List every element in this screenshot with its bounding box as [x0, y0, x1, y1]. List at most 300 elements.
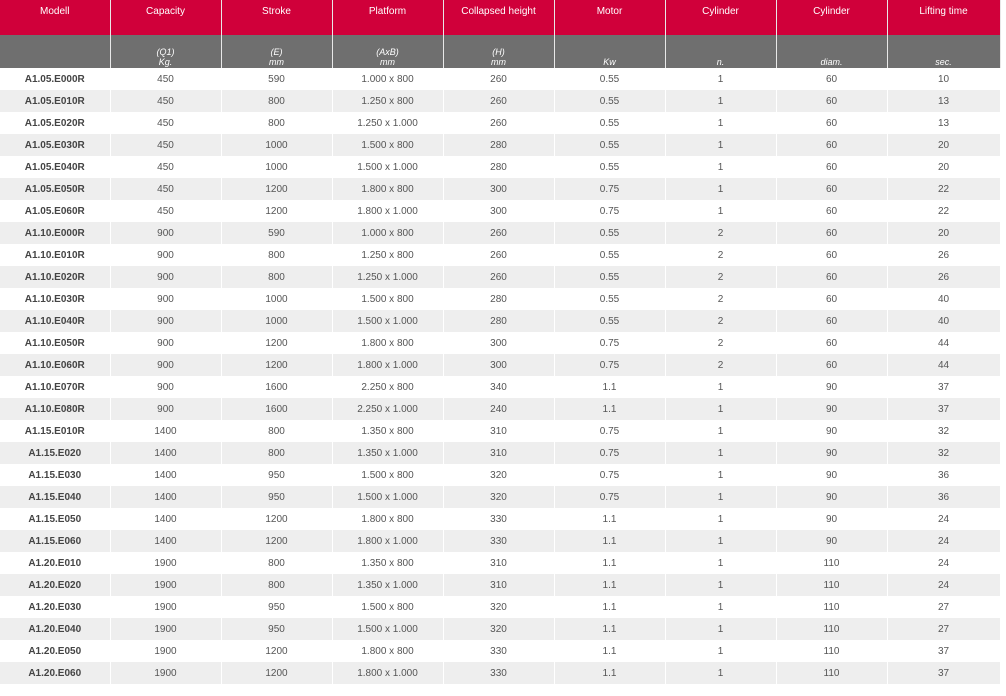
cell-capacity: 450	[110, 156, 221, 178]
column-label: Collapsed height	[461, 6, 536, 17]
cell-stroke: 800	[221, 112, 332, 134]
cell-capacity: 1900	[110, 552, 221, 574]
table-row	[0, 354, 1000, 376]
cell-cylinder-diameter: 60	[776, 134, 887, 156]
cell-cylinder-diameter: 60	[776, 332, 887, 354]
cell-cylinder-count: 1	[665, 178, 776, 200]
cell-cylinder-diameter: 60	[776, 156, 887, 178]
cell-motor: 0.75	[554, 420, 665, 442]
column-header	[0, 0, 110, 35]
cell-stroke: 1200	[221, 640, 332, 662]
cell-model: A1.15.E010R	[0, 420, 110, 442]
cell-lifting-time: 20	[887, 156, 1000, 178]
cell-lifting-time: 22	[887, 178, 1000, 200]
cell-stroke: 800	[221, 442, 332, 464]
cell-collapsed-height: 320	[443, 596, 554, 618]
header-units-row	[0, 57, 1000, 68]
table-row	[0, 68, 1000, 90]
cell-lifting-time: 40	[887, 288, 1000, 310]
cell-collapsed-height: 310	[443, 552, 554, 574]
cell-lifting-time: 13	[887, 90, 1000, 112]
column-header	[332, 0, 443, 35]
cell-platform: 1.500 x 1.000	[332, 156, 443, 178]
cell-model: A1.10.E040R	[0, 310, 110, 332]
cell-capacity: 450	[110, 112, 221, 134]
column-symbol: (H)	[443, 35, 554, 57]
cell-motor: 1.1	[554, 662, 665, 684]
cell-capacity: 1900	[110, 640, 221, 662]
cell-collapsed-height: 330	[443, 530, 554, 552]
cell-platform: 1.350 x 1.000	[332, 574, 443, 596]
header-labels-row	[0, 0, 1000, 35]
column-symbol: (Q1)	[110, 35, 221, 57]
cell-cylinder-diameter: 110	[776, 618, 887, 640]
cell-platform: 1.800 x 1.000	[332, 662, 443, 684]
cell-lifting-time: 32	[887, 442, 1000, 464]
table-row	[0, 376, 1000, 398]
cell-capacity: 900	[110, 222, 221, 244]
cell-motor: 0.75	[554, 200, 665, 222]
table-row	[0, 310, 1000, 332]
cell-lifting-time: 36	[887, 464, 1000, 486]
cell-cylinder-diameter: 60	[776, 354, 887, 376]
cell-capacity: 1400	[110, 530, 221, 552]
column-unit: sec.	[887, 57, 1000, 68]
cell-capacity: 1400	[110, 442, 221, 464]
cell-lifting-time: 26	[887, 266, 1000, 288]
cell-platform: 1.500 x 1.000	[332, 618, 443, 640]
cell-cylinder-diameter: 60	[776, 68, 887, 90]
cell-platform: 1.000 x 800	[332, 68, 443, 90]
cell-capacity: 900	[110, 332, 221, 354]
cell-model: A1.05.E010R	[0, 90, 110, 112]
cell-capacity: 1900	[110, 596, 221, 618]
cell-capacity: 900	[110, 288, 221, 310]
cell-capacity: 1900	[110, 662, 221, 684]
cell-cylinder-count: 1	[665, 420, 776, 442]
cell-cylinder-diameter: 60	[776, 266, 887, 288]
cell-stroke: 800	[221, 90, 332, 112]
column-symbol: (AxB)	[332, 35, 443, 57]
cell-stroke: 950	[221, 486, 332, 508]
column-label: Platform	[368, 6, 407, 17]
cell-platform: 1.500 x 1.000	[332, 310, 443, 332]
cell-capacity: 1400	[110, 464, 221, 486]
cell-stroke: 1600	[221, 398, 332, 420]
cell-cylinder-count: 1	[665, 574, 776, 596]
cell-collapsed-height: 260	[443, 112, 554, 134]
cell-stroke: 1000	[221, 134, 332, 156]
cell-collapsed-height: 310	[443, 574, 554, 596]
cell-lifting-time: 37	[887, 640, 1000, 662]
cell-collapsed-height: 330	[443, 640, 554, 662]
table-row	[0, 618, 1000, 640]
column-symbol	[776, 35, 887, 57]
cell-stroke: 1200	[221, 508, 332, 530]
table-row	[0, 134, 1000, 156]
cell-cylinder-count: 1	[665, 398, 776, 420]
cell-cylinder-diameter: 90	[776, 508, 887, 530]
cell-collapsed-height: 260	[443, 68, 554, 90]
column-unit: mm	[221, 57, 332, 68]
cell-cylinder-diameter: 60	[776, 288, 887, 310]
cell-collapsed-height: 300	[443, 332, 554, 354]
column-header	[554, 0, 665, 35]
cell-capacity: 1900	[110, 574, 221, 596]
cell-model: A1.15.E050	[0, 508, 110, 530]
column-unit: n.	[665, 57, 776, 68]
cell-motor: 0.55	[554, 222, 665, 244]
column-header	[665, 0, 776, 35]
cell-cylinder-diameter: 60	[776, 90, 887, 112]
cell-cylinder-count: 2	[665, 354, 776, 376]
cell-stroke: 800	[221, 420, 332, 442]
column-unit: mm	[332, 57, 443, 68]
cell-model: A1.10.E050R	[0, 332, 110, 354]
cell-capacity: 900	[110, 398, 221, 420]
column-symbol: (E)	[221, 35, 332, 57]
cell-collapsed-height: 320	[443, 464, 554, 486]
cell-model: A1.15.E040	[0, 486, 110, 508]
cell-model: A1.20.E040	[0, 618, 110, 640]
cell-collapsed-height: 330	[443, 508, 554, 530]
cell-motor: 0.55	[554, 90, 665, 112]
cell-lifting-time: 44	[887, 354, 1000, 376]
cell-lifting-time: 22	[887, 200, 1000, 222]
cell-capacity: 450	[110, 134, 221, 156]
cell-collapsed-height: 310	[443, 420, 554, 442]
cell-motor: 1.1	[554, 574, 665, 596]
table-row	[0, 244, 1000, 266]
cell-platform: 1.500 x 800	[332, 134, 443, 156]
table-row	[0, 530, 1000, 552]
cell-motor: 1.1	[554, 618, 665, 640]
cell-motor: 0.55	[554, 288, 665, 310]
cell-collapsed-height: 300	[443, 200, 554, 222]
cell-cylinder-count: 1	[665, 596, 776, 618]
cell-cylinder-diameter: 60	[776, 222, 887, 244]
cell-capacity: 450	[110, 90, 221, 112]
cell-cylinder-diameter: 60	[776, 244, 887, 266]
cell-motor: 0.75	[554, 442, 665, 464]
column-label: Capacity	[146, 6, 185, 17]
column-symbol	[887, 35, 1000, 57]
cell-platform: 1.800 x 800	[332, 508, 443, 530]
cell-stroke: 800	[221, 574, 332, 596]
cell-motor: 0.55	[554, 68, 665, 90]
table-row	[0, 200, 1000, 222]
cell-model: A1.05.E040R	[0, 156, 110, 178]
cell-lifting-time: 37	[887, 662, 1000, 684]
cell-motor: 0.55	[554, 134, 665, 156]
cell-model: A1.05.E060R	[0, 200, 110, 222]
cell-stroke: 950	[221, 596, 332, 618]
cell-collapsed-height: 280	[443, 310, 554, 332]
cell-collapsed-height: 260	[443, 244, 554, 266]
cell-collapsed-height: 260	[443, 222, 554, 244]
cell-stroke: 950	[221, 618, 332, 640]
column-label: Lifting time	[919, 6, 968, 17]
cell-capacity: 450	[110, 68, 221, 90]
cell-lifting-time: 24	[887, 508, 1000, 530]
cell-cylinder-diameter: 90	[776, 464, 887, 486]
column-label: Modell	[40, 6, 70, 17]
cell-platform: 1.500 x 1.000	[332, 486, 443, 508]
column-label: Cylinder	[813, 6, 850, 17]
cell-stroke: 1200	[221, 530, 332, 552]
cell-cylinder-diameter: 90	[776, 486, 887, 508]
cell-model: A1.20.E060	[0, 662, 110, 684]
cell-cylinder-count: 1	[665, 464, 776, 486]
cell-model: A1.05.E000R	[0, 68, 110, 90]
cell-stroke: 1200	[221, 178, 332, 200]
column-header	[887, 0, 1000, 35]
cell-cylinder-count: 1	[665, 156, 776, 178]
cell-platform: 1.000 x 800	[332, 222, 443, 244]
cell-stroke: 800	[221, 244, 332, 266]
cell-stroke: 1600	[221, 376, 332, 398]
cell-platform: 1.250 x 800	[332, 90, 443, 112]
cell-lifting-time: 40	[887, 310, 1000, 332]
cell-cylinder-count: 1	[665, 200, 776, 222]
table-row	[0, 574, 1000, 596]
column-unit: diam.	[776, 57, 887, 68]
cell-capacity: 900	[110, 354, 221, 376]
cell-capacity: 900	[110, 266, 221, 288]
table-row	[0, 288, 1000, 310]
table-row	[0, 112, 1000, 134]
column-header	[221, 0, 332, 35]
cell-collapsed-height: 300	[443, 354, 554, 376]
cell-cylinder-count: 1	[665, 530, 776, 552]
cell-model: A1.05.E020R	[0, 112, 110, 134]
column-label: Cylinder	[702, 6, 739, 17]
cell-cylinder-diameter: 60	[776, 178, 887, 200]
cell-platform: 1.800 x 1.000	[332, 530, 443, 552]
table-row	[0, 662, 1000, 684]
cell-cylinder-count: 2	[665, 332, 776, 354]
column-symbol	[0, 35, 110, 57]
cell-platform: 1.250 x 800	[332, 244, 443, 266]
cell-model: A1.10.E000R	[0, 222, 110, 244]
cell-lifting-time: 32	[887, 420, 1000, 442]
cell-collapsed-height: 260	[443, 90, 554, 112]
cell-stroke: 590	[221, 68, 332, 90]
table-row	[0, 486, 1000, 508]
cell-platform: 1.250 x 1.000	[332, 112, 443, 134]
cell-model: A1.20.E010	[0, 552, 110, 574]
cell-model: A1.15.E060	[0, 530, 110, 552]
cell-lifting-time: 24	[887, 530, 1000, 552]
cell-motor: 1.1	[554, 398, 665, 420]
cell-model: A1.10.E030R	[0, 288, 110, 310]
cell-cylinder-diameter: 60	[776, 200, 887, 222]
cell-cylinder-diameter: 90	[776, 398, 887, 420]
cell-lifting-time: 10	[887, 68, 1000, 90]
cell-lifting-time: 37	[887, 398, 1000, 420]
cell-cylinder-count: 1	[665, 486, 776, 508]
cell-stroke: 800	[221, 552, 332, 574]
cell-lifting-time: 24	[887, 552, 1000, 574]
cell-cylinder-count: 2	[665, 266, 776, 288]
cell-capacity: 900	[110, 244, 221, 266]
cell-cylinder-diameter: 90	[776, 530, 887, 552]
cell-motor: 1.1	[554, 530, 665, 552]
cell-lifting-time: 26	[887, 244, 1000, 266]
cell-collapsed-height: 320	[443, 486, 554, 508]
cell-cylinder-count: 2	[665, 310, 776, 332]
column-unit: mm	[443, 57, 554, 68]
table-row	[0, 552, 1000, 574]
cell-platform: 1.500 x 800	[332, 596, 443, 618]
table-row	[0, 90, 1000, 112]
cell-collapsed-height: 300	[443, 178, 554, 200]
cell-capacity: 900	[110, 310, 221, 332]
cell-collapsed-height: 330	[443, 662, 554, 684]
cell-motor: 1.1	[554, 640, 665, 662]
cell-cylinder-count: 1	[665, 640, 776, 662]
cell-capacity: 1900	[110, 618, 221, 640]
cell-motor: 0.55	[554, 112, 665, 134]
cell-lifting-time: 20	[887, 222, 1000, 244]
cell-model: A1.10.E080R	[0, 398, 110, 420]
cell-motor: 1.1	[554, 552, 665, 574]
cell-model: A1.15.E030	[0, 464, 110, 486]
cell-cylinder-count: 1	[665, 662, 776, 684]
table-row	[0, 222, 1000, 244]
cell-platform: 1.800 x 800	[332, 640, 443, 662]
cell-collapsed-height: 280	[443, 288, 554, 310]
cell-cylinder-count: 1	[665, 618, 776, 640]
table-row	[0, 420, 1000, 442]
cell-model: A1.10.E020R	[0, 266, 110, 288]
cell-cylinder-diameter: 110	[776, 552, 887, 574]
cell-stroke: 1200	[221, 354, 332, 376]
cell-cylinder-diameter: 110	[776, 574, 887, 596]
cell-lifting-time: 36	[887, 486, 1000, 508]
cell-cylinder-diameter: 110	[776, 596, 887, 618]
table-row	[0, 178, 1000, 200]
cell-model: A1.15.E020	[0, 442, 110, 464]
cell-model: A1.10.E070R	[0, 376, 110, 398]
cell-collapsed-height: 260	[443, 266, 554, 288]
cell-collapsed-height: 280	[443, 156, 554, 178]
cell-motor: 0.75	[554, 332, 665, 354]
table-body	[0, 68, 1000, 684]
table-header	[0, 0, 1000, 68]
column-unit: Kg.	[110, 57, 221, 68]
cell-model: A1.20.E050	[0, 640, 110, 662]
column-header	[110, 0, 221, 35]
cell-stroke: 1200	[221, 200, 332, 222]
column-unit: Kw	[554, 57, 665, 68]
cell-lifting-time: 27	[887, 596, 1000, 618]
table-row	[0, 332, 1000, 354]
cell-platform: 1.250 x 1.000	[332, 266, 443, 288]
cell-platform: 1.800 x 1.000	[332, 200, 443, 222]
cell-cylinder-diameter: 110	[776, 662, 887, 684]
cell-motor: 0.55	[554, 244, 665, 266]
table-row	[0, 398, 1000, 420]
cell-model: A1.10.E060R	[0, 354, 110, 376]
cell-motor: 0.75	[554, 486, 665, 508]
table-row	[0, 508, 1000, 530]
cell-cylinder-diameter: 60	[776, 310, 887, 332]
cell-capacity: 1400	[110, 508, 221, 530]
cell-model: A1.20.E020	[0, 574, 110, 596]
column-label: Stroke	[262, 6, 291, 17]
table-row	[0, 442, 1000, 464]
cell-stroke: 950	[221, 464, 332, 486]
cell-cylinder-count: 1	[665, 442, 776, 464]
column-header	[443, 0, 554, 35]
cell-motor: 0.75	[554, 464, 665, 486]
column-label: Motor	[596, 6, 623, 17]
cell-cylinder-count: 2	[665, 222, 776, 244]
cell-collapsed-height: 280	[443, 134, 554, 156]
cell-cylinder-count: 1	[665, 68, 776, 90]
cell-platform: 1.500 x 800	[332, 288, 443, 310]
cell-cylinder-diameter: 90	[776, 420, 887, 442]
cell-motor: 0.55	[554, 310, 665, 332]
cell-platform: 1.350 x 800	[332, 420, 443, 442]
cell-motor: 1.1	[554, 596, 665, 618]
cell-collapsed-height: 340	[443, 376, 554, 398]
cell-platform: 1.500 x 800	[332, 464, 443, 486]
cell-capacity: 1400	[110, 420, 221, 442]
cell-stroke: 1000	[221, 288, 332, 310]
cell-stroke: 1200	[221, 662, 332, 684]
cell-model: A1.05.E050R	[0, 178, 110, 200]
cell-stroke: 1000	[221, 310, 332, 332]
cell-motor: 1.1	[554, 508, 665, 530]
cell-cylinder-count: 1	[665, 376, 776, 398]
cell-model: A1.10.E010R	[0, 244, 110, 266]
column-symbol	[665, 35, 776, 57]
cell-platform: 1.800 x 1.000	[332, 354, 443, 376]
table-row	[0, 596, 1000, 618]
cell-stroke: 800	[221, 266, 332, 288]
cell-cylinder-count: 2	[665, 288, 776, 310]
cell-platform: 1.350 x 800	[332, 552, 443, 574]
table-row	[0, 640, 1000, 662]
cell-motor: 0.75	[554, 178, 665, 200]
cell-stroke: 590	[221, 222, 332, 244]
column-symbol	[554, 35, 665, 57]
cell-cylinder-diameter: 90	[776, 442, 887, 464]
cell-cylinder-count: 1	[665, 552, 776, 574]
cell-lifting-time: 37	[887, 376, 1000, 398]
cell-capacity: 1400	[110, 486, 221, 508]
cell-stroke: 1000	[221, 156, 332, 178]
cell-cylinder-diameter: 90	[776, 376, 887, 398]
cell-cylinder-count: 1	[665, 112, 776, 134]
cell-platform: 1.800 x 800	[332, 332, 443, 354]
cell-capacity: 450	[110, 178, 221, 200]
cell-motor: 0.55	[554, 266, 665, 288]
table-row	[0, 266, 1000, 288]
table-row	[0, 156, 1000, 178]
cell-model: A1.20.E030	[0, 596, 110, 618]
header-symbols-row	[0, 35, 1000, 57]
cell-stroke: 1200	[221, 332, 332, 354]
cell-cylinder-count: 1	[665, 134, 776, 156]
cell-lifting-time: 20	[887, 134, 1000, 156]
cell-motor: 1.1	[554, 376, 665, 398]
cell-lifting-time: 24	[887, 574, 1000, 596]
table-row	[0, 464, 1000, 486]
cell-cylinder-count: 2	[665, 244, 776, 266]
